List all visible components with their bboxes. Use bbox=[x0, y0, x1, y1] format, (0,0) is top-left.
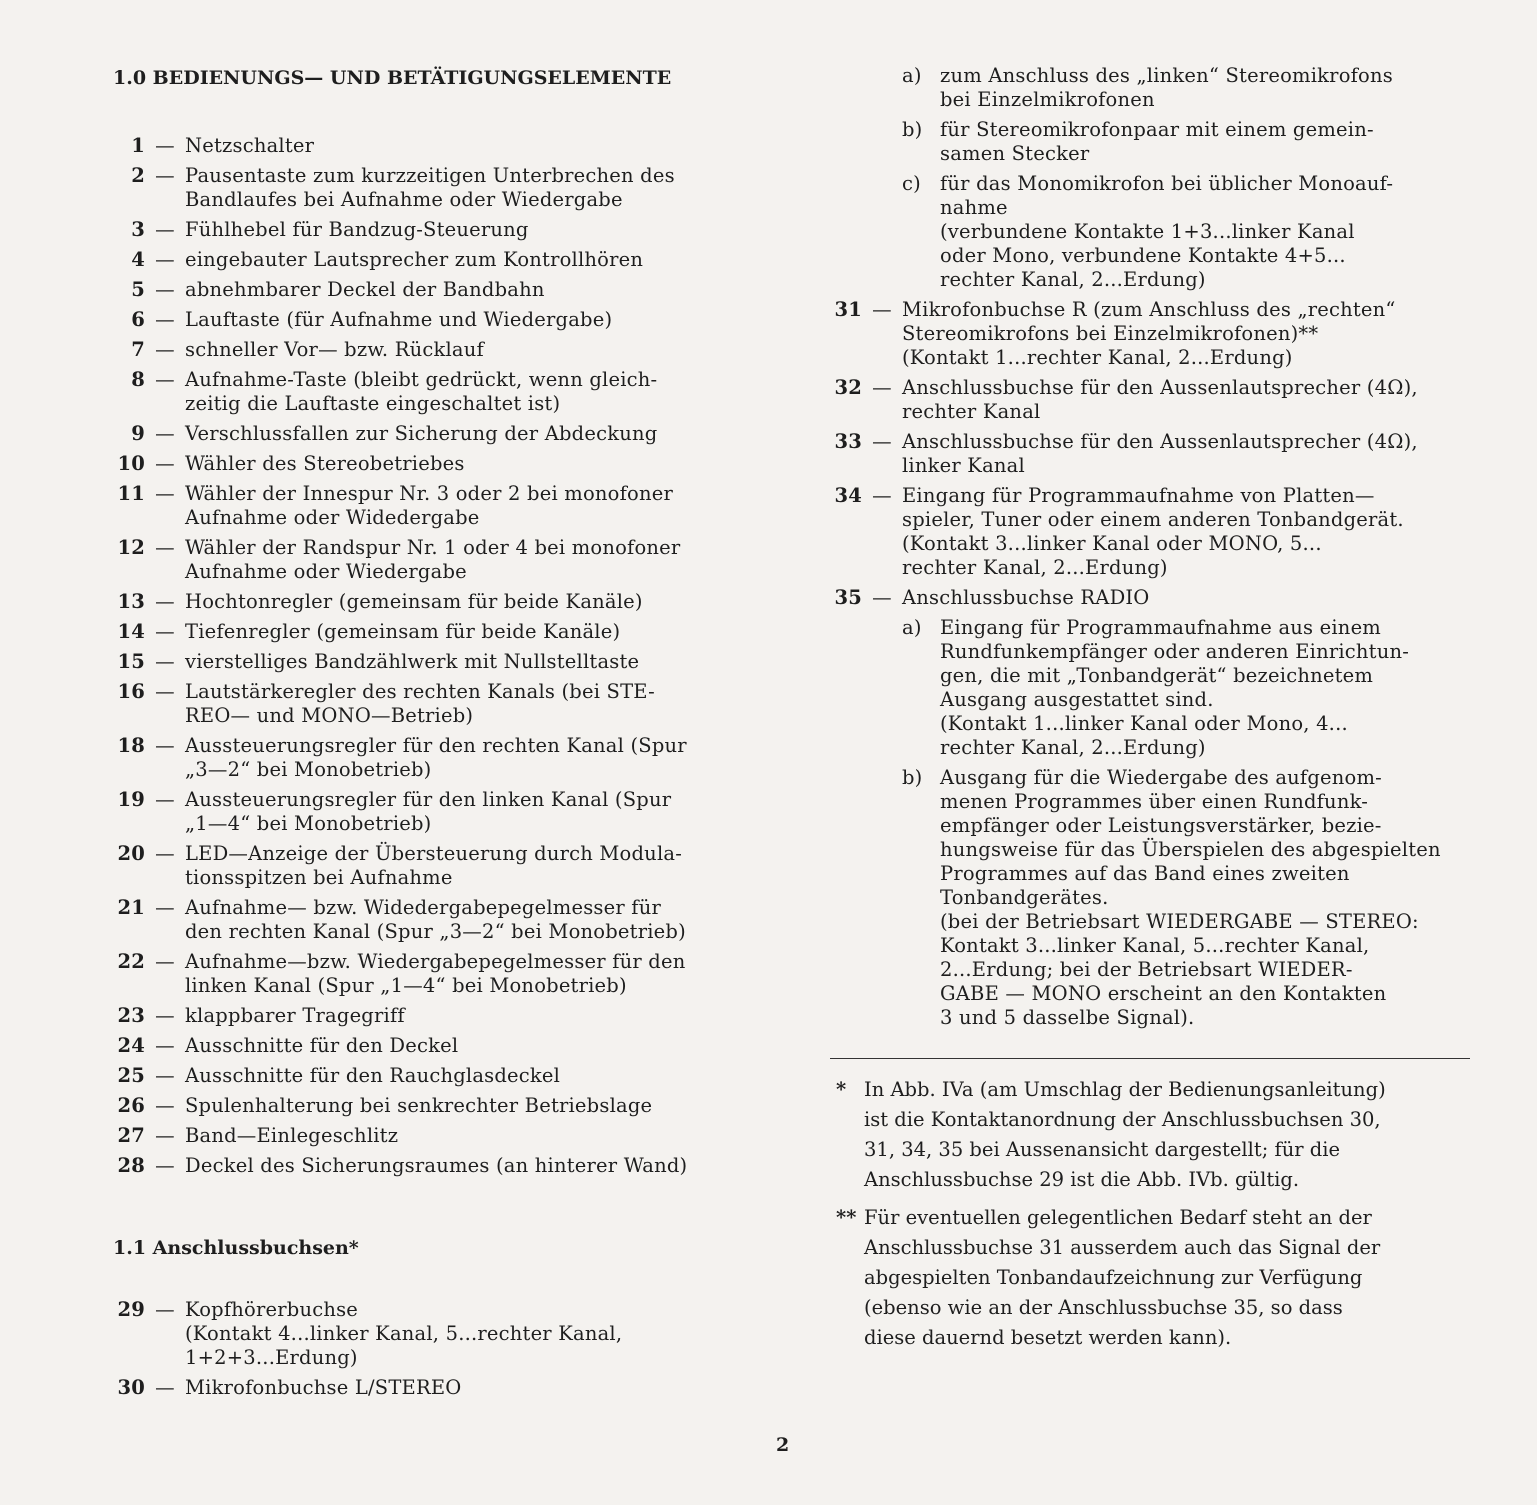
sub-item-line: Programmes auf das Band eines zweiten bbox=[940, 862, 1350, 885]
item-dash: — bbox=[872, 484, 892, 507]
item-text-line: rechter Kanal bbox=[902, 400, 1041, 423]
item-number: 13 bbox=[117, 590, 145, 613]
list-item bbox=[113, 368, 761, 416]
sub-item-line: 2...Erdung; bei der Betriebsart WIEDER- bbox=[940, 958, 1353, 981]
footnote-divider bbox=[830, 1058, 1470, 1059]
list-item bbox=[113, 620, 761, 644]
item-number: 20 bbox=[117, 842, 145, 865]
item-text bbox=[185, 218, 761, 242]
item-dash: — bbox=[155, 338, 175, 361]
item-dash: — bbox=[155, 536, 175, 559]
footnote-line: diese dauernd besetzt werden kann). bbox=[864, 1326, 1232, 1349]
item-text-line: „1—4“ bei Monobetrieb) bbox=[185, 812, 432, 835]
item-dash: — bbox=[155, 1376, 175, 1399]
item-text-line: Aussteuerungsregler für den rechten Kanal (Spur bbox=[185, 734, 687, 757]
page-number: 2 bbox=[776, 1434, 790, 1456]
item-number: 19 bbox=[117, 788, 145, 811]
item-dash: — bbox=[155, 896, 175, 919]
item-text-line: Aufnahme-Taste (bleibt gedrückt, wenn gleich- bbox=[185, 368, 658, 391]
list-item bbox=[113, 1064, 761, 1088]
item-number: 27 bbox=[117, 1124, 145, 1147]
list-item bbox=[113, 788, 761, 836]
list-item bbox=[113, 1298, 761, 1370]
sub-item-line: menen Programmes über einen Rundfunk- bbox=[940, 790, 1369, 813]
item-dash: — bbox=[872, 298, 892, 321]
item-text-line: Mikrofonbuchse L/STEREO bbox=[185, 1376, 462, 1399]
item-text bbox=[185, 650, 761, 674]
sub-item-line: Eingang für Programmaufnahme aus einem bbox=[940, 616, 1381, 639]
item-number: 22 bbox=[117, 950, 145, 973]
sub-item bbox=[830, 118, 1478, 166]
item-number: 28 bbox=[117, 1154, 145, 1177]
sub-item-line: empfänger oder Leistungsverstärker, bezie- bbox=[940, 814, 1382, 837]
list-item bbox=[113, 308, 761, 332]
footnote-line: Anschlussbuchse 31 ausserdem auch das Signal der bbox=[864, 1236, 1381, 1259]
item-dash: — bbox=[155, 1154, 175, 1177]
sub-item-line: für Stereomikrofonpaar mit einem gemein- bbox=[940, 118, 1374, 141]
sub-item-line: 3 und 5 dasselbe Signal). bbox=[940, 1006, 1195, 1029]
item-dash: — bbox=[155, 422, 175, 445]
footnote bbox=[830, 1075, 1478, 1195]
list-item bbox=[113, 164, 761, 212]
sub-item-line: Rundfunkempfänger oder anderen Einrichtun- bbox=[940, 640, 1410, 663]
item-dash: — bbox=[155, 1004, 175, 1027]
list-item bbox=[113, 218, 761, 242]
list-item bbox=[830, 484, 1478, 580]
item-dash: — bbox=[155, 590, 175, 613]
list-item bbox=[113, 338, 761, 362]
item-text-line: LED—Anzeige der Übersteuerung durch Modula- bbox=[185, 842, 682, 865]
item-number: 34 bbox=[834, 484, 862, 507]
item-dash: — bbox=[155, 950, 175, 973]
list-item bbox=[830, 586, 1478, 610]
item-text bbox=[185, 134, 761, 158]
item-text bbox=[185, 1064, 761, 1088]
sub-item-line: (Kontakt 1...linker Kanal oder Mono, 4... bbox=[940, 712, 1348, 735]
item-text-line: Verschlussfallen zur Sicherung der Abdeckung bbox=[185, 422, 658, 445]
list-item bbox=[113, 1154, 761, 1178]
item-text bbox=[185, 368, 761, 416]
sub-item-text bbox=[940, 766, 1478, 1030]
footnote-line: Für eventuellen gelegentlichen Bedarf steht an der bbox=[864, 1206, 1372, 1229]
item-number: 11 bbox=[117, 482, 145, 505]
item-dash: — bbox=[155, 620, 175, 643]
list-item bbox=[113, 536, 761, 584]
item-text bbox=[185, 1004, 761, 1028]
item-text-line: Eingang für Programmaufnahme von Platten— bbox=[902, 484, 1375, 507]
item-number: 15 bbox=[117, 650, 145, 673]
item-dash: — bbox=[155, 788, 175, 811]
item-text bbox=[185, 1298, 761, 1370]
sub-item-line: Kontakt 3...linker Kanal, 5...rechter Kanal, bbox=[940, 934, 1370, 957]
list-item bbox=[113, 680, 761, 728]
item-text-line: Stereomikrofons bei Einzelmikrofonen)** bbox=[902, 322, 1319, 345]
item-dash: — bbox=[155, 482, 175, 505]
sub-item-label: a) bbox=[902, 64, 922, 87]
list-item bbox=[113, 734, 761, 782]
list-item bbox=[113, 650, 761, 674]
item-text-line: Fühlhebel für Bandzug-Steuerung bbox=[185, 218, 529, 241]
list-item bbox=[830, 298, 1478, 370]
item-text-line: Spulenhalterung bei senkrechter Betriebslage bbox=[185, 1094, 653, 1117]
sub-item-text bbox=[940, 172, 1478, 292]
item-number: 16 bbox=[117, 680, 145, 703]
item-dash: — bbox=[155, 1094, 175, 1117]
list-item bbox=[113, 422, 761, 446]
item-dash: — bbox=[155, 308, 175, 331]
item-dash: — bbox=[872, 586, 892, 609]
item-number: 32 bbox=[834, 376, 862, 399]
item-text-line: Wähler des Stereobetriebes bbox=[185, 452, 465, 475]
item-text-line: klappbarer Tragegriff bbox=[185, 1004, 405, 1027]
item-number: 4 bbox=[131, 248, 145, 271]
item-number: 10 bbox=[117, 452, 145, 475]
footnote-text bbox=[864, 1203, 1478, 1353]
item-text-line: schneller Vor— bzw. Rücklauf bbox=[185, 338, 484, 361]
item-text-line: Pausentaste zum kurzzeitigen Unterbrechen des bbox=[185, 164, 675, 187]
item-dash: — bbox=[155, 1064, 175, 1087]
item-number: 25 bbox=[117, 1064, 145, 1087]
item-text-line: Netzschalter bbox=[185, 134, 315, 157]
item-number: 6 bbox=[131, 308, 145, 331]
controls-list bbox=[113, 134, 761, 1178]
item-text-line: Aufnahme oder Wiedergabe bbox=[185, 560, 467, 583]
item-dash: — bbox=[155, 134, 175, 157]
item-text bbox=[185, 620, 761, 644]
item-dash: — bbox=[872, 376, 892, 399]
item-text bbox=[185, 422, 761, 446]
list-item bbox=[113, 134, 761, 158]
item-text bbox=[902, 484, 1478, 580]
list-item bbox=[113, 1124, 761, 1148]
list-item bbox=[113, 1034, 761, 1058]
item-dash: — bbox=[155, 1034, 175, 1057]
footnote-line: ist die Kontaktanordnung der Anschlussbuchsen 30, bbox=[864, 1108, 1381, 1131]
list-item bbox=[113, 590, 761, 614]
list-item bbox=[830, 376, 1478, 424]
section-heading-sockets: 1.1 Anschlussbuchsen* bbox=[113, 1237, 359, 1259]
sockets-list-continued bbox=[830, 298, 1478, 610]
sub-item bbox=[830, 766, 1478, 1030]
left-column bbox=[113, 60, 761, 1406]
item-text-line: linken Kanal (Spur „1—4“ bei Monobetrieb) bbox=[185, 974, 627, 997]
sub-item bbox=[830, 172, 1478, 292]
item-text-line: Tiefenregler (gemeinsam für beide Kanäle) bbox=[185, 620, 621, 643]
footnote-line: In Abb. IVa (am Umschlag der Bedienungsanleitung) bbox=[864, 1078, 1386, 1101]
item-dash: — bbox=[155, 650, 175, 673]
item-number: 1 bbox=[131, 134, 145, 157]
sub-item-line: GABE — MONO erscheint an den Kontakten bbox=[940, 982, 1387, 1005]
item-number: 26 bbox=[117, 1094, 145, 1117]
item-dash: — bbox=[155, 452, 175, 475]
item-dash: — bbox=[155, 218, 175, 241]
item-text-line: vierstelliges Bandzählwerk mit Nullstelltaste bbox=[185, 650, 640, 673]
item-text bbox=[185, 248, 761, 272]
footnote-mark: ** bbox=[836, 1206, 857, 1229]
sub-item-line: (verbundene Kontakte 1+3...linker Kanal bbox=[940, 220, 1355, 243]
footnote-text bbox=[864, 1075, 1478, 1195]
item-text-line: Lautstärkeregler des rechten Kanals (bei STE- bbox=[185, 680, 655, 703]
item-text-line: Wähler der Innespur Nr. 3 oder 2 bei monofoner bbox=[185, 482, 673, 505]
right-column bbox=[830, 64, 1478, 1361]
item-text bbox=[185, 734, 761, 782]
item-text bbox=[185, 788, 761, 836]
item-text-line: abnehmbarer Deckel der Bandbahn bbox=[185, 278, 545, 301]
item-text-line: Deckel des Sicherungsraumes (an hinterer Wand) bbox=[185, 1154, 688, 1177]
item-text-line: Lauftaste (für Aufnahme und Wiedergabe) bbox=[185, 308, 613, 331]
item-text-line: Anschlussbuchse für den Aussenlautsprecher (4Ω), bbox=[902, 376, 1418, 399]
item-number: 9 bbox=[131, 422, 145, 445]
item-text-line: tionsspitzen bei Aufnahme bbox=[185, 866, 453, 889]
item-dash: — bbox=[155, 680, 175, 703]
sub-item-line: nahme bbox=[940, 196, 1008, 219]
footnote-line: (ebenso wie an der Anschlussbuchse 35, so dass bbox=[864, 1296, 1343, 1319]
item-text bbox=[185, 842, 761, 890]
sub-item-line: Tonbandgerätes. bbox=[940, 886, 1109, 909]
sub-item-line: samen Stecker bbox=[940, 142, 1090, 165]
item-dash: — bbox=[155, 1298, 175, 1321]
item-text bbox=[185, 1124, 761, 1148]
sub-item-line: (bei der Betriebsart WIEDERGABE — STEREO: bbox=[940, 910, 1419, 933]
item-text-line: (Kontakt 1...rechter Kanal, 2...Erdung) bbox=[902, 346, 1293, 369]
item-text-line: Wähler der Randspur Nr. 1 oder 4 bei monofoner bbox=[185, 536, 681, 559]
list-item bbox=[113, 1004, 761, 1028]
item-dash: — bbox=[155, 278, 175, 301]
item-text bbox=[185, 536, 761, 584]
item-text-line: den rechten Kanal (Spur „3—2“ bei Monobetrieb) bbox=[185, 920, 686, 943]
item-text-line: REO— und MONO—Betrieb) bbox=[185, 704, 474, 727]
item-number: 5 bbox=[131, 278, 145, 301]
sub-item-line: Ausgang für die Wiedergabe des aufgenom- bbox=[940, 766, 1382, 789]
item-dash: — bbox=[155, 734, 175, 757]
item-number: 29 bbox=[117, 1298, 145, 1321]
item-text-line: Hochtonregler (gemeinsam für beide Kanäle) bbox=[185, 590, 643, 613]
item-number: 23 bbox=[117, 1004, 145, 1027]
item-text bbox=[185, 680, 761, 728]
sockets-list bbox=[113, 1298, 761, 1400]
footnote-mark: * bbox=[836, 1078, 847, 1101]
footnotes bbox=[830, 1075, 1478, 1353]
list-item bbox=[113, 1376, 761, 1400]
list-item bbox=[113, 842, 761, 890]
sub-item-line: oder Mono, verbundene Kontakte 4+5... bbox=[940, 244, 1346, 267]
item-text-line: Aussteuerungsregler für den linken Kanal (Spur bbox=[185, 788, 672, 811]
item-text-line: linker Kanal bbox=[902, 454, 1025, 477]
item-text-line: Bandlaufes bei Aufnahme oder Wiedergabe bbox=[185, 188, 623, 211]
sub-item-label: b) bbox=[902, 118, 923, 141]
list-item bbox=[113, 278, 761, 302]
item-number: 21 bbox=[117, 896, 145, 919]
item-number: 31 bbox=[834, 298, 862, 321]
item-number: 8 bbox=[131, 368, 145, 391]
item-number: 2 bbox=[131, 164, 145, 187]
item-text bbox=[185, 338, 761, 362]
item-text bbox=[185, 950, 761, 998]
item-text-line: Aufnahme oder Widedergabe bbox=[185, 506, 480, 529]
item-text-line: zeitig die Lauftaste eingeschaltet ist) bbox=[185, 392, 561, 415]
list-item bbox=[830, 430, 1478, 478]
sub-item-line: zum Anschluss des „linken“ Stereomikrofons bbox=[940, 64, 1393, 87]
list-item bbox=[113, 1094, 761, 1118]
item-text bbox=[902, 376, 1478, 424]
sub-item-text bbox=[940, 118, 1478, 166]
item-text bbox=[185, 1034, 761, 1058]
item-text bbox=[185, 452, 761, 476]
sub-item-label: b) bbox=[902, 766, 923, 789]
item-text bbox=[185, 308, 761, 332]
item-number: 7 bbox=[131, 338, 145, 361]
item-number: 24 bbox=[117, 1034, 145, 1057]
list-item bbox=[113, 896, 761, 944]
item-text-line: (Kontakt 4...linker Kanal, 5...rechter Kanal, bbox=[185, 1322, 623, 1345]
item-text-line: Anschlussbuchse für den Aussenlautsprecher (4Ω), bbox=[902, 430, 1418, 453]
item-number: 12 bbox=[117, 536, 145, 559]
footnote bbox=[830, 1203, 1478, 1353]
sub-item-text bbox=[940, 64, 1478, 112]
item-number: 18 bbox=[117, 734, 145, 757]
footnote-line: abgespielten Tonbandaufzeichnung zur Verfügung bbox=[864, 1266, 1363, 1289]
sub-item-line: Ausgang ausgestattet sind. bbox=[940, 688, 1214, 711]
sub-item-line: für das Monomikrofon bei üblicher Monoauf- bbox=[940, 172, 1394, 195]
item-number: 35 bbox=[834, 586, 862, 609]
item-dash: — bbox=[155, 368, 175, 391]
item-text bbox=[185, 278, 761, 302]
item-dash: — bbox=[872, 430, 892, 453]
item-text bbox=[185, 1094, 761, 1118]
item-text bbox=[902, 586, 1478, 610]
item-text-line: Ausschnitte für den Deckel bbox=[185, 1034, 459, 1057]
item-text-line: (Kontakt 3...linker Kanal oder MONO, 5... bbox=[902, 532, 1322, 555]
sub-item-line: hungsweise für das Überspielen des abgespielten bbox=[940, 838, 1441, 861]
socket-30-options bbox=[830, 64, 1478, 292]
sub-item-line: rechter Kanal, 2...Erdung) bbox=[940, 268, 1206, 291]
sub-item-label: a) bbox=[902, 616, 922, 639]
item-dash: — bbox=[155, 248, 175, 271]
item-text bbox=[902, 430, 1478, 478]
item-number: 33 bbox=[834, 430, 862, 453]
item-text-line: Anschlussbuchse RADIO bbox=[902, 586, 1150, 609]
sub-item-text bbox=[940, 616, 1478, 760]
sub-item bbox=[830, 64, 1478, 112]
sub-item-line: bei Einzelmikrofonen bbox=[940, 88, 1155, 111]
item-text-line: 1+2+3...Erdung) bbox=[185, 1346, 358, 1369]
sub-item-line: gen, die mit „Tonbandgerät“ bezeichnetem bbox=[940, 664, 1374, 687]
item-text bbox=[185, 590, 761, 614]
item-text bbox=[185, 1154, 761, 1178]
item-dash: — bbox=[155, 1124, 175, 1147]
footnote-line: 31, 34, 35 bei Aussenansicht dargestellt; für die bbox=[864, 1138, 1341, 1161]
list-item bbox=[113, 452, 761, 476]
item-number: 3 bbox=[131, 218, 145, 241]
item-text-line: Ausschnitte für den Rauchglasdeckel bbox=[185, 1064, 561, 1087]
item-text bbox=[185, 1376, 761, 1400]
item-text-line: Mikrofonbuchse R (zum Anschluss des „rechten“ bbox=[902, 298, 1396, 321]
item-text-line: Kopfhörerbuchse bbox=[185, 1298, 359, 1321]
item-text-line: Aufnahme— bzw. Widedergabepegelmesser für bbox=[185, 896, 661, 919]
item-text-line: Aufnahme—bzw. Wiedergabepegelmesser für den bbox=[185, 950, 686, 973]
item-text bbox=[902, 298, 1478, 370]
item-text-line: spieler, Tuner oder einem anderen Tonbandgerät. bbox=[902, 508, 1404, 531]
item-number: 30 bbox=[117, 1376, 145, 1399]
item-text bbox=[185, 482, 761, 530]
socket-35-options bbox=[830, 616, 1478, 1030]
item-text-line: rechter Kanal, 2...Erdung) bbox=[902, 556, 1168, 579]
list-item bbox=[113, 248, 761, 272]
item-text-line: Band—Einlegeschlitz bbox=[185, 1124, 399, 1147]
sub-item-line: rechter Kanal, 2...Erdung) bbox=[940, 736, 1206, 759]
item-dash: — bbox=[155, 164, 175, 187]
item-dash: — bbox=[155, 842, 175, 865]
item-number: 14 bbox=[117, 620, 145, 643]
section-heading-controls: 1.0 BEDIENUNGS— UND BETÄTIGUNGSELEMENTE bbox=[113, 67, 672, 89]
item-text-line: „3—2“ bei Monobetrieb) bbox=[185, 758, 432, 781]
item-text bbox=[185, 896, 761, 944]
list-item bbox=[113, 482, 761, 530]
footnote-line: Anschlussbuchse 29 ist die Abb. IVb. gültig. bbox=[864, 1168, 1300, 1191]
item-text bbox=[185, 164, 761, 212]
sub-item bbox=[830, 616, 1478, 760]
item-text-line: eingebauter Lautsprecher zum Kontrollhören bbox=[185, 248, 644, 271]
list-item bbox=[113, 950, 761, 998]
sub-item-label: c) bbox=[902, 172, 921, 195]
